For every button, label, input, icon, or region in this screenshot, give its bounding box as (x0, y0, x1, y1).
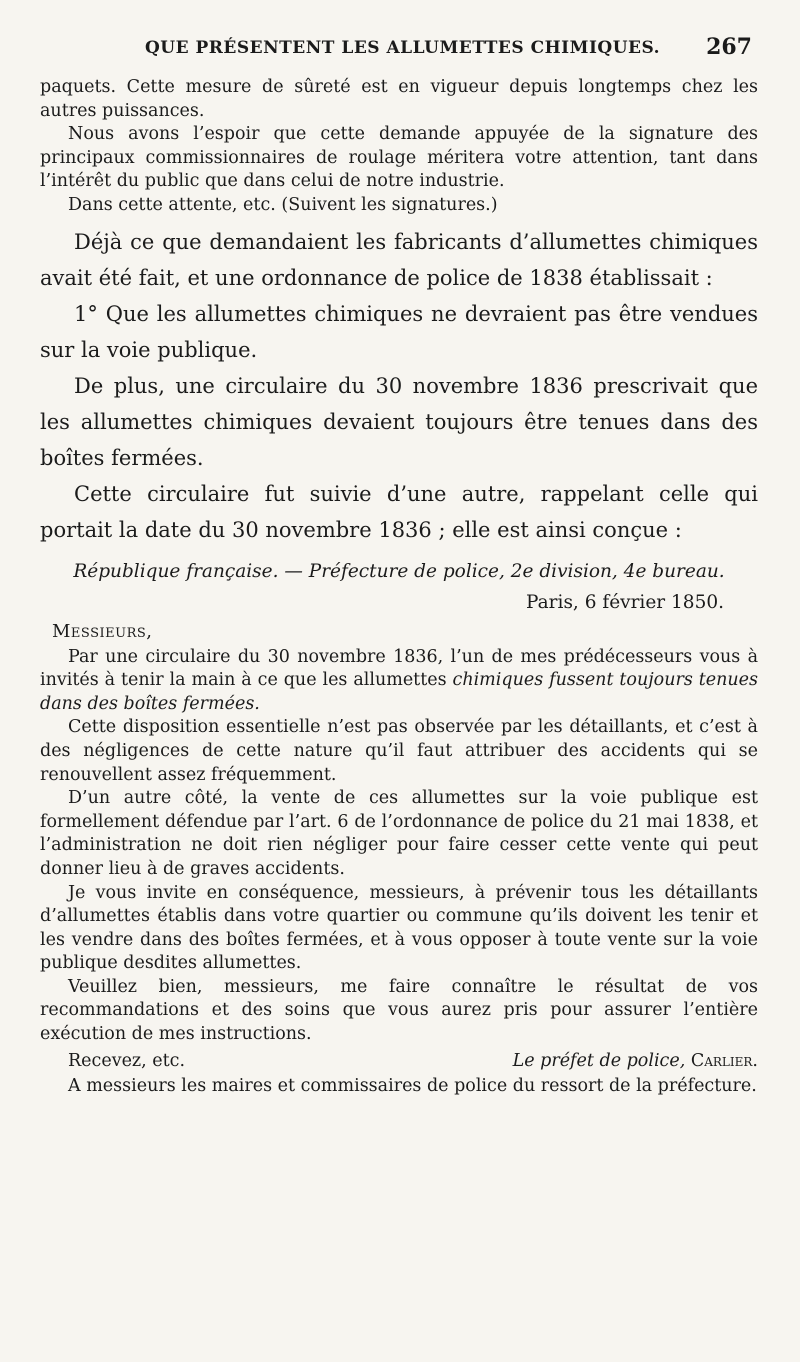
letter-paragraph-5: Veuillez bien, messieurs, me faire connaître le résultat de vos recommandations et des soins que vous aurez pris pour assurer l’entière exécution de mes instructions. (40, 976, 758, 1045)
signature-name: Carlier. (690, 1050, 758, 1071)
letter-dateline: Paris, 6 février 1850. (526, 591, 724, 613)
running-head: QUE PRÉSENTENT LES ALLUMETTES CHIMIQUES. (145, 38, 661, 58)
letter-heading: République française. — Préfecture de police, 2e division, 4e bureau. (73, 560, 725, 582)
paragraph-ordinance-1838: Déjà ce que demandaient les fabricants d’allumettes chimiques avait été fait, et une ordonnance de police de 1838 établissait : (40, 229, 758, 290)
letter-closing: Recevez, etc. (68, 1050, 186, 1071)
letter-paragraph-1 (40, 646, 758, 717)
letter-addressees: A messieurs les maires et commissaires de police du ressort de la préfecture. (68, 1075, 757, 1096)
paragraph-rule-public-sale: 1° Que les allumettes chimiques ne devraient pas être vendues sur la voie publique. (40, 301, 758, 362)
page-body (40, 76, 758, 1098)
paragraph-continuation: paquets. Cette mesure de sûreté est en vigueur depuis longtemps chez les autres puissances. (40, 77, 758, 121)
letter-paragraph-1-italic: chimiques fussent toujours tenues dans des boîtes fermées. (40, 670, 758, 714)
letter-signature (513, 1047, 758, 1075)
paragraph-petition-hope: Nous avons l’espoir que cette demande appuyée de la signature des principaux commissionnaires de roulage méritera votre attention, tant dans l’intérêt du public que dans celui de notre industrie. (40, 124, 758, 192)
page-number: 267 (706, 34, 752, 60)
letter-paragraph-1-text: Par une circulaire du 30 novembre 1836, l’un de mes prédécesseurs vous à invités à tenir la main à ce que les allumettes (40, 646, 758, 691)
paragraph-petition-closing: Dans cette attente, etc. (Suivent les signatures.) (68, 194, 498, 215)
signature-role: Le préfet de police, (512, 1050, 691, 1071)
letter-signature-row (40, 1047, 758, 1075)
paragraph-circular-1836: De plus, une circulaire du 30 novembre 1836 prescrivait que les allumettes chimiques devaient toujours être tenues dans des boîtes fermées. (40, 373, 758, 470)
letter-paragraph-2: Cette disposition essentielle n’est pas observée par les détaillants, et c’est à des négligences de cette nature qu’il faut attribuer des accidents qui se renouvellent assez fréquemment. (40, 717, 758, 785)
paragraph-second-circular: Cette circulaire fut suivie d’une autre, rappelant celle qui portait la date du 30 novembre 1836 ; elle est ainsi conçue : (40, 481, 758, 542)
letter-paragraph-3: D’un autre côté, la vente de ces allumettes sur la voie publique est formellement défendue par l’art. 6 de l’ordonnance de police du 21 mai 1838, et l’administration ne doit rien négliger pour faire cesser cette vente qui peut donner lieu à de graves accidents. (40, 788, 758, 879)
letter-paragraph-4: Je vous invite en conséquence, messieurs, à prévenir tous les détaillants d’allumettes établis dans votre quartier ou commune qu’ils doivent les tenir et les vendre dans des boîtes fermées, et à vous opposer à toute vente sur la voie publique desdites allumettes. (40, 882, 758, 974)
page-header (40, 34, 752, 74)
letter-salutation: Messieurs, (52, 620, 153, 642)
